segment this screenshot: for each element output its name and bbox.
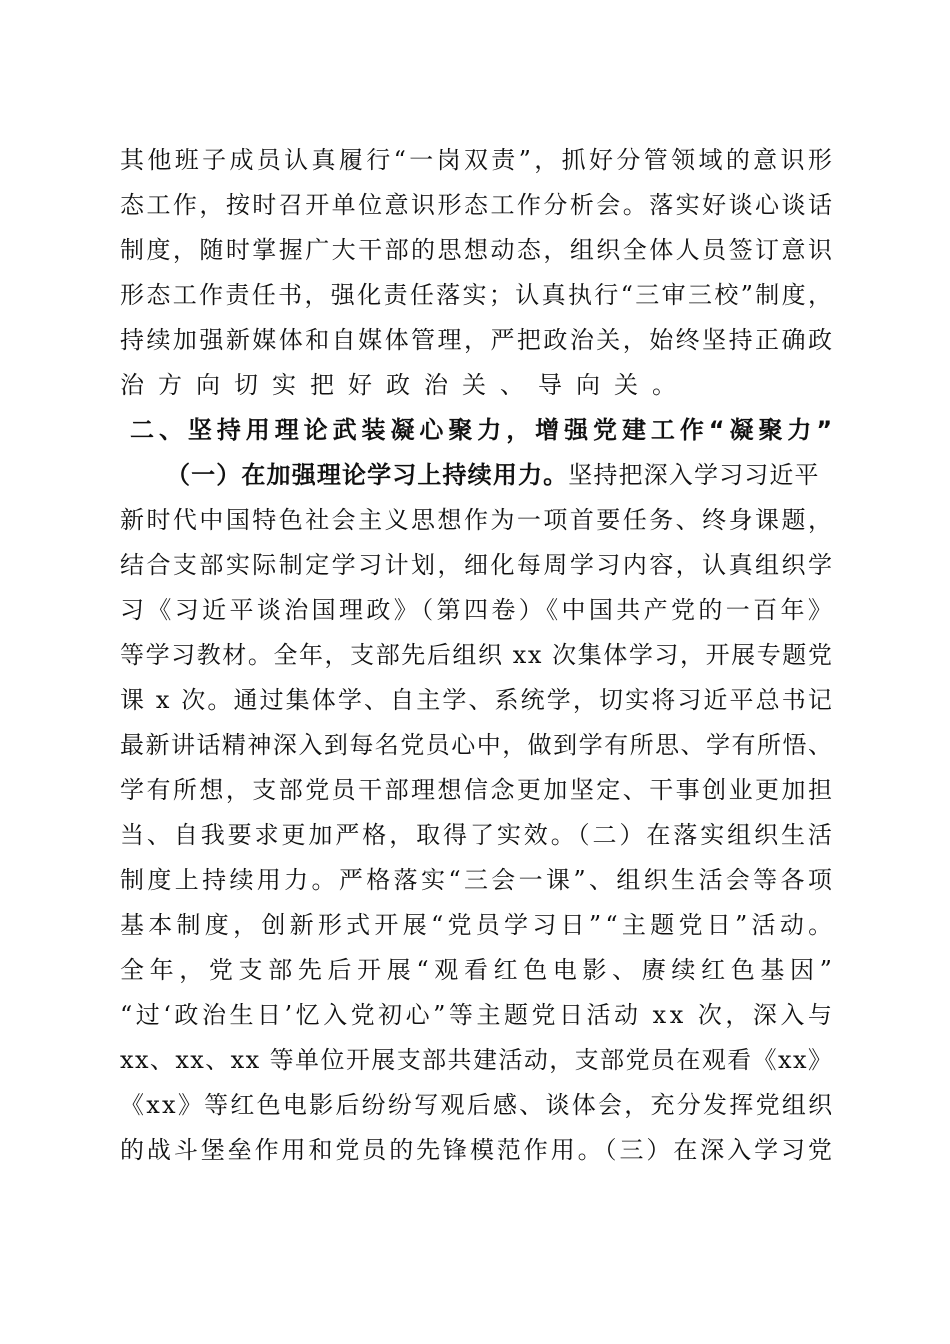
text-line: 其他班子成员认真履行“一岗双责”，抓好分管领域的意识形	[120, 146, 836, 174]
text-line: xx、xx、xx 等单位开展支部共建活动，支部党员在观看《xx》	[120, 1046, 834, 1074]
text-line: 态工作，按时召开单位意识形态工作分析会。落实好谈心谈话	[120, 191, 835, 219]
section-heading: 二、坚持用理论武装凝心聚力，增强党建工作“凝聚力”	[130, 416, 838, 444]
text-line: 《xx》等红色电影后纷纷写观后感、谈体会，充分发挥党组织	[120, 1091, 835, 1119]
subheading: （一）在加强理论学习上持续用力。	[166, 461, 569, 489]
text-line: 课 x 次。通过集体学、自主学、系统学，切实将习近平总书记	[120, 686, 834, 714]
text-line: 形态工作责任书，强化责任落实；认真执行“三审三校”制度，	[120, 281, 835, 309]
paragraph-first-line	[166, 453, 832, 497]
text-line: 学有所想，支部党员干部理想信念更加坚定、干事创业更加担	[120, 776, 835, 804]
text-line: 基本制度，创新形式开展“党员学习日”“主题党日”活动。	[120, 911, 837, 939]
text-span: 坚持把深入学习习近平	[568, 461, 820, 489]
text-line: 等学习教材。全年，支部先后组织 xx 次集体学习，开展专题党	[120, 641, 834, 669]
text-line: 结合支部实际制定学习计划，细化每周学习内容，认真组织学	[120, 551, 835, 579]
text-line: 制度，随时掌握广大干部的思想动态，组织全体人员签订意识	[120, 236, 835, 264]
text-line: “过‘政治生日’忆入党初心”等主题党日活动 xx 次，深入与	[120, 1001, 836, 1029]
text-line: 全年，党支部先后开展“观看红色电影、赓续红色基因”	[120, 956, 838, 984]
text-line: 持续加强新媒体和自媒体管理，严把政治关，始终坚持正确政	[120, 326, 835, 354]
text-line: 的战斗堡垒作用和党员的先锋模范作用。（三）在深入学习党	[120, 1136, 835, 1164]
text-line: 习《习近平谈治国理政》（第四卷）《中国共产党的一百年》	[120, 596, 836, 624]
text-line: 制度上持续用力。严格落实“三会一课”、组织生活会等各项	[120, 866, 836, 894]
text-line: 治方向切实把好政治关、导向关。	[120, 371, 690, 399]
text-line: 当、自我要求更加严格，取得了实效。（二）在落实组织生活	[120, 821, 835, 849]
text-line: 新时代中国特色社会主义思想作为一项首要任务、终身课题，	[120, 506, 835, 534]
text-line: 最新讲话精神深入到每名党员心中，做到学有所思、学有所悟、	[120, 731, 834, 759]
